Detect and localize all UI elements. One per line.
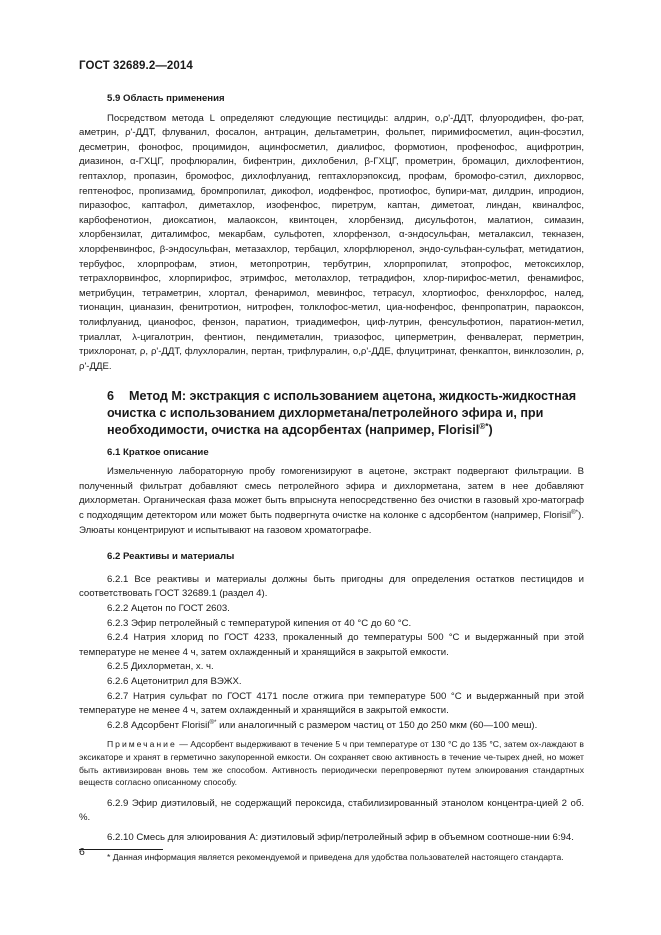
clause-6-2-1: 6.2.1 Все реактивы и материалы должны быть пригодны для определения остатков пестицидов и соответствовать ГОСТ 32689.1 (раздел 4). (79, 573, 584, 600)
section-5-9-text: Посредством метода L определяют следующие пестициды: алдрин, о,ρ'-ДДТ, флуородифен, фо-рат, аметрин, ρ'-ДДТ, флуванил, фосалон, антрацин, дельтаметрин, фольпет, пиримифосметил, ацин-фосэтил, десметрин, фонофос, процимидон, ацинфосметил, диалифос, формотион, профенофос, ацифротрин, диазинон, α-ГХЦГ, профлюралин, бифентрин, дихлобенил, β-ГХЦГ, прометрин, бромацил, дихлофентион, гептахлор, пропазин, бромофос, дихлофлуанид, гептахлорэпоксид, профам, бромофо-сэтил, дихлорвос, гептенофос, пропизамид, бромпропилат, дикофол, иодфенфос, протиофос, бупири-мат, дилдрин, ипродион, пиразофос, каптафол, диметахлор, изофенфос, пиретрум, каптан, диметоат, линдан, квиналфос, карбофенотион, диоксатион, малаоксон, квинтоцен, хлорбензид, дисульфотон, малатион, симазин, хлорбензилат, диталимфос, мекарбам, сульфотеп, хлорфензол, α-эндосульфан, металаксил, текназен, хлорфенвинфос, β-эндосульфан, метазахлор, тербацил, хлорфлюренол, эндо-сульфан-сульфат, метидатион, тербуфос, хлорпрофам, этион, метопротрин, тербутрин, хлорпропилат, этопрофос, метоксихлор, тетрахлорвинфос, хлорпирифос, этримфос, метолахлор, тетрадифон, хлор-пирифос-метил, фенамифос, метрибуцин, тетраметрин, хлортал, фенаримол, мевинфос, тетрасул, хлортиофос, фенхлорфос, налед, тионацин, цианазин, фенитротион, нитрофен, толклофос-метил, циа-нофенфос, фенпропатрин, параоксон, толифлуанид, цианофос, фензон, паратион, триадимефон, циф-лутрин, фенсульфотион, паратион-метил, триаллат, λ-цигалотрин, фентион, пендиметалин, триазофос, циперметрин, фенвалерат, перметрин, трихлоронат, ρ, ρ'-ДДТ, флухлоралин, пертан, трифлуралин, о,ρ'-ДДЕ, флуцитринат, фенкаптон, винклозолин, ρ, ρ'-ДДЕ. (79, 112, 584, 372)
clause-6-2-4: 6.2.4 Натрия хлорид по ГОСТ 4233, прокаленный до температуры 500 °С и выдержанный при этой температуре не менее 4 ч, затем охлажденный и хранящийся в закрытой емкости. (79, 632, 584, 658)
section-6-1-text-a: Измельченную лабораторную пробу гомогенизируют в ацетоне, экстракт подвергают фильтрации. В полученный фильтрат добавляют смесь петролейного эфира и дихлорметана, затем в нее добавляют дихлорметан. Органическая фаза может быть впрыснута непосредственно без очистки в газовый хро-матограф с подходящим детектором или может быть подвергнута очистке на колонке с адсорбентом (например, Florisil (79, 466, 584, 522)
clause-6-2-6: 6.2.6 Ацетонитрил для ВЭЖХ. (107, 675, 242, 687)
clause-6-2-8 (79, 719, 584, 734)
clause-6-2-7: 6.2.7 Натрия сульфат по ГОСТ 4171 после отжига при температуре 500 °С и выдержанный при этой температуре не менее 4 ч, затем охлажденный и хранящийся в закрытой емкости. (79, 690, 584, 717)
section-6-title-line1: Метод M: экстракция с использованием ацетона, жидкость-жидкостная (129, 389, 577, 404)
page-content (79, 92, 584, 863)
page-number: 6 (79, 846, 85, 858)
clause-6-2-2: 6.2.2 Ацетон по ГОСТ 2603. (107, 603, 230, 615)
section-6-title-line3-text: необходимости, очистка на адсорбентах (например, Florisil (107, 422, 480, 437)
document-header: ГОСТ 32689.2—2014 (79, 60, 193, 72)
clause-6-2-9: 6.2.9 Эфир диэтиловый, не содержащий пероксида, стабилизированный этанолом концентра-цией 2 об. %. (79, 797, 584, 824)
section-6-title-end: ) (488, 422, 493, 437)
clause-6-2-3: 6.2.3 Эфир петролейный с температурой кипения от 40 °С до 60 °С. (107, 617, 412, 629)
note (79, 738, 584, 788)
section-5-9-title: 5.9 Область применения (107, 93, 225, 104)
note-label: Примечание (107, 739, 177, 750)
registered-mark: ®* (571, 508, 579, 516)
clause-6-2-8-a: 6.2.8 Адсорбент Florisil (107, 719, 210, 731)
footnote-rule (79, 849, 163, 850)
clause-6-2-5: 6.2.5 Дихлорметан, х. ч. (107, 661, 214, 673)
section-6-title-line2: очистка с использованием дихлорметана/петролейного эфира и, при (107, 406, 544, 421)
section-6-1-text-b: ). Элюаты концентрируют и испытывают на газовом хроматографе. (79, 510, 584, 536)
section-6-title-line3 (107, 422, 584, 439)
registered-mark: ®* (479, 421, 489, 431)
section-6-number: 6 (107, 389, 115, 404)
clause-6-2-8-b: или аналогичный с размером частиц от 150 до 250 мкм (60—100 меш). (216, 719, 538, 731)
section-6-1-title: 6.1 Краткое описание (107, 446, 209, 458)
section-6-1-text (79, 465, 584, 538)
footnote: * Данная информация является рекомендуемой и приведена для удобства пользователей настоящего стандарта. (107, 851, 564, 862)
registered-mark: ®* (209, 718, 217, 726)
section-6-2-title: 6.2 Реактивы и материалы (107, 551, 235, 563)
clause-6-2-10: 6.2.10 Смесь для элюирования А: диэтиловый эфир/петролейный эфир в объемном соотноше-нии 6:94. (107, 831, 574, 843)
note-text: — Адсорбент выдерживают в течение 5 ч при температуре от 130 °С до 135 °С, затем ох-лаждают в эксикаторе и хранят в герметично закупоренной емкости. Он сохраняет свою активность в течение че-тырех дней, но может быть активизирован вновь тем же способом. Активность периодически перепроверяют путем элюирования стандартных веществ согласно описанному способу. (79, 739, 584, 788)
section-6-title (107, 388, 584, 438)
